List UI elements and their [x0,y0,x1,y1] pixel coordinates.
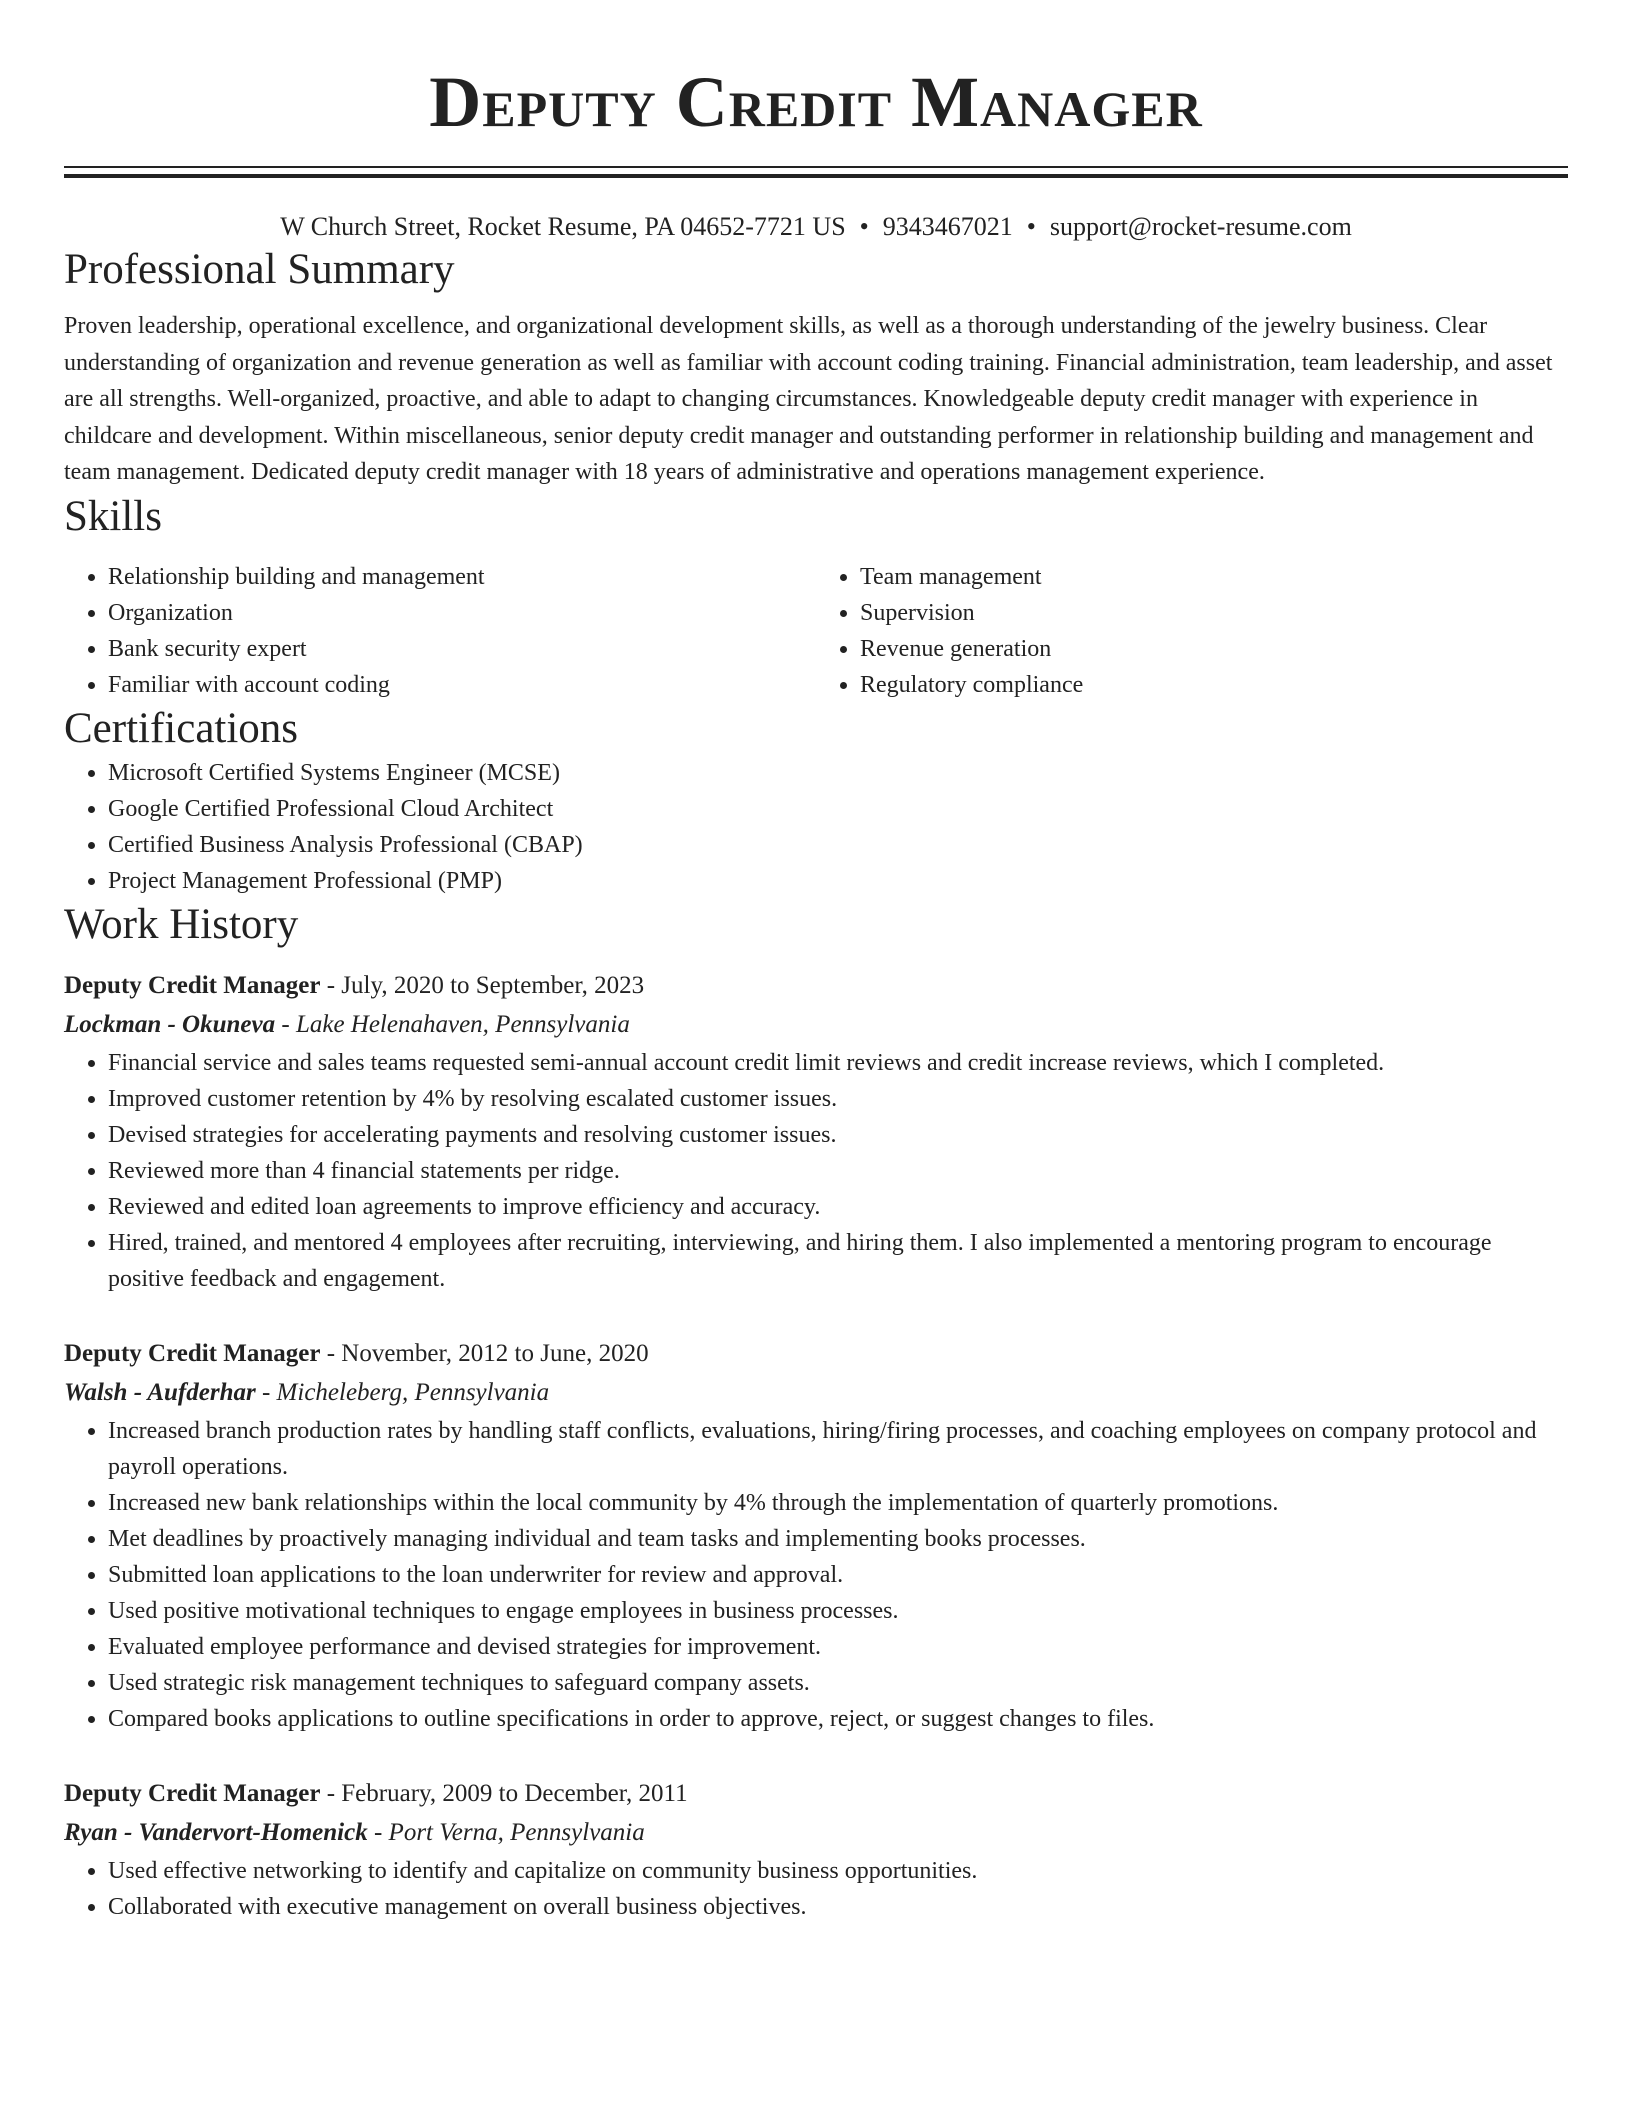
job-duties-list [64,1853,1568,1925]
job-duty-item: • Met deadlines by proactively managing individual and team tasks and implementing books processes. [108,1521,1568,1557]
job-role: Deputy Credit Manager [64,1779,321,1807]
skill-item: • Familiar with account coding [108,667,816,703]
certification-item: • Project Management Professional (PMP) [108,863,1568,899]
job-company-line: Ryan - Vandervort-Homenick - Port Verna, Pennsylvania [64,1818,645,1846]
job-company: Lockman - Okuneva [64,1010,276,1038]
skill-item: • Supervision [860,595,1568,631]
job-dates: July, 2020 to September, 2023 [341,971,645,999]
skills-heading: Skills [64,492,162,540]
job-duty-item: • Collaborated with executive management on overall business objectives. [108,1889,1568,1925]
job-duty-item: • Reviewed more than 4 financial statements per ridge. [108,1153,1568,1189]
job-duty-item: • Compared books applications to outline specifications in order to approve, reject, or suggest changes to files. [108,1701,1568,1737]
skill-item: • Revenue generation [860,631,1568,667]
skills-column-left [64,559,816,703]
job-location: Micheleberg, Pennsylvania [276,1378,550,1406]
contact-phone: 9343467021 [882,212,1013,241]
job-title-line: Deputy Credit Manager - July, 2020 to September, 2023 [64,971,645,999]
job-duty-item: • Evaluated employee performance and devised strategies for improvement. [108,1629,1568,1665]
skills-column-right [816,559,1568,703]
job-dates: February, 2009 to December, 2011 [341,1779,688,1807]
skill-item: • Organization [108,595,816,631]
job-duty-item: • Financial service and sales teams requested semi-annual account credit limit reviews and credit increase reviews, which I completed. [108,1045,1568,1081]
job-duty-item: • Used effective networking to identify and capitalize on community business opportunities. [108,1853,1568,1889]
job-title-line: Deputy Credit Manager - February, 2009 to December, 2011 [64,1779,688,1807]
job-duty-item: • Improved customer retention by 4% by resolving escalated customer issues. [108,1081,1568,1117]
contact-address: W Church Street, Rocket Resume, PA 04652-7721 US [280,212,846,241]
job-duty-item: • Increased new bank relationships within the local community by 4% through the implementation of quarterly promotions. [108,1485,1568,1521]
title-rule-bottom [64,174,1568,178]
summary-heading: Professional Summary [64,246,455,293]
skills-list-right [816,559,1568,703]
job-location: Lake Helenahaven, Pennsylvania [295,1010,630,1038]
job-role: Deputy Credit Manager [64,1339,321,1367]
certification-item: • Certified Business Analysis Professional (CBAP) [108,827,1568,863]
job-company-line: Lockman - Okuneva - Lake Helenahaven, Pennsylvania [64,1010,630,1038]
certifications-list [64,755,1568,899]
job-role: Deputy Credit Manager [64,971,321,999]
certifications-heading: Certifications [64,704,299,752]
skills-grid [64,559,1568,703]
job-duty-item: • Devised strategies for accelerating payments and resolving customer issues. [108,1117,1568,1153]
job-location: Port Verna, Pennsylvania [388,1818,645,1846]
contact-separator: • [1026,212,1036,241]
summary-text: Proven leadership, operational excellence, and organizational development skills, as well as a thorough understanding of the jewelry business. Clear understanding of organization and revenue generation as well as familiar with account coding training. Financial administration, team leadership, and asset are all strengths. Well-organized, proactive, and able to adapt to changing circumstances. Knowledgeable deputy credit manager with experience in childcare and development. Within miscellaneous, senior deputy credit manager and outstanding performer in relationship building and management and team management. Dedicated deputy credit manager with 18 years of administrative and operations management experience. [64,313,1553,485]
job-duties-list [64,1413,1568,1737]
job-duty-item: • Hired, trained, and mentored 4 employees after recruiting, interviewing, and hiring them. I also implemented a mentoring program to encourage positive feedback and engagement. [108,1225,1568,1297]
job-dates: November, 2012 to June, 2020 [341,1339,649,1367]
job-duty-item: • Reviewed and edited loan agreements to improve efficiency and accuracy. [108,1189,1568,1225]
job-company: Walsh - Aufderhar [64,1378,256,1406]
contact-email: support@rocket-resume.com [1049,212,1352,241]
title-rule-top [64,166,1568,168]
skill-item: • Regulatory compliance [860,667,1568,703]
contact-line [64,210,1568,244]
job-entry [64,967,1568,1297]
job-company-line: Walsh - Aufderhar - Micheleberg, Pennsylvania [64,1378,550,1406]
job-duties-list [64,1045,1568,1297]
skills-list-left [64,559,816,703]
skill-item: • Team management [860,559,1568,595]
resume-title: Deputy Credit Manager [429,62,1203,142]
job-entry [64,1335,1568,1737]
job-duty-item: • Increased branch production rates by handling staff conflicts, evaluations, hiring/firing processes, and coaching employees on company protocol and payroll operations. [108,1413,1568,1485]
certification-item: • Microsoft Certified Systems Engineer (MCSE) [108,755,1568,791]
certification-item: • Google Certified Professional Cloud Architect [108,791,1568,827]
skill-item: • Relationship building and management [108,559,816,595]
skill-item: • Bank security expert [108,631,816,667]
job-duty-item: • Used positive motivational techniques to engage employees in business processes. [108,1593,1568,1629]
work-history-heading: Work History [64,900,299,948]
contact-separator: • [859,212,869,241]
job-title-line: Deputy Credit Manager - November, 2012 to June, 2020 [64,1339,649,1367]
job-entry [64,1775,1568,1925]
job-company: Ryan - Vandervort-Homenick [64,1818,368,1846]
job-duty-item: • Submitted loan applications to the loan underwriter for review and approval. [108,1557,1568,1593]
job-duty-item: • Used strategic risk management techniques to safeguard company assets. [108,1665,1568,1701]
